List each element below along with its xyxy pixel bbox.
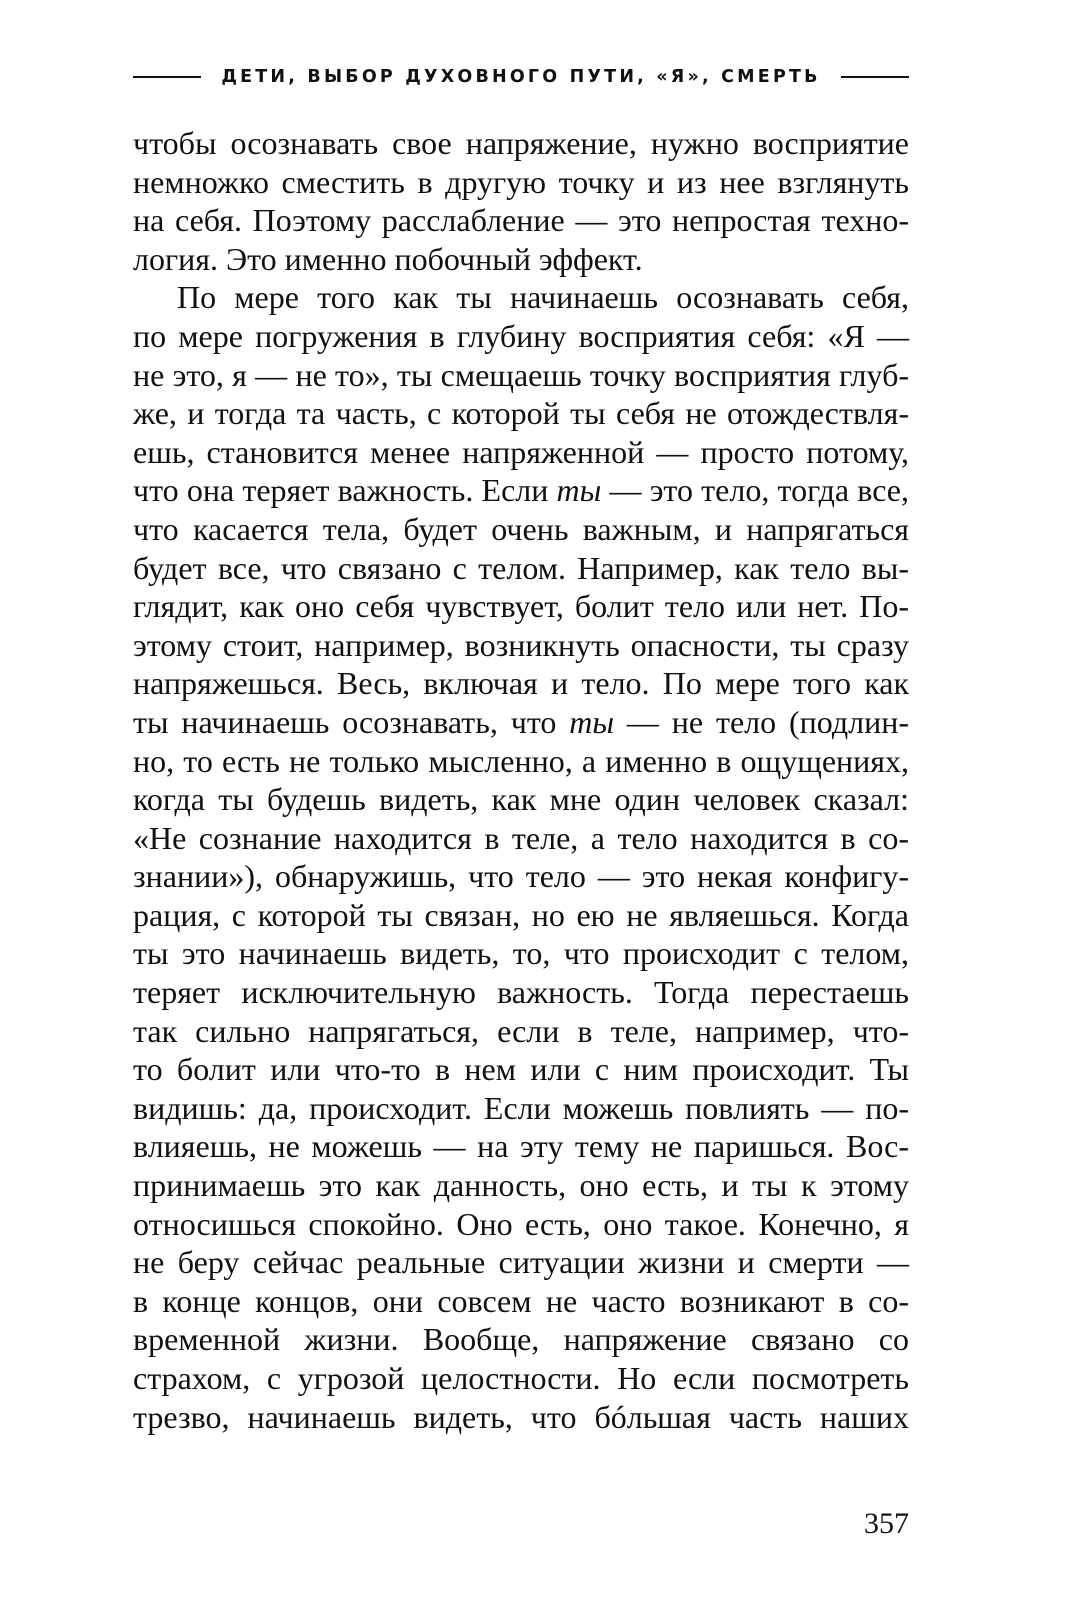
text-line: страхом, с угрозой целостности. Но если посмотреть [133,1360,909,1396]
text-line: же, и тогда та часть, с которой ты себя не отождествля- [133,395,909,432]
text-segment: что она теряет важность. Если [133,472,557,509]
text-line: чтобы осознавать свое напряжение, нужно восприятие [133,125,909,161]
text-line: видишь: да, происходит. Если можешь повлиять — по- [133,1089,909,1126]
text-line: что касается тела, будет очень важным, и напрягаться [133,510,909,547]
text-line: ешь, становится менее напряженной — просто потому, [133,433,909,470]
running-head-rule-right [841,76,909,78]
text-segment: — это тело, тогда все, [601,472,909,509]
running-head-rule-left [133,76,201,78]
text-line: но, то есть не только мысленно, а именно в ощущениях, [133,742,909,779]
text-line: принимаешь это как данность, оно есть, и ты к этому [133,1167,909,1204]
text-line: не беру сейчас реальные ситуации жизни и смерти — [133,1244,909,1281]
text-line: не это, я — не то», ты смещаешь точку восприятия глуб- [133,356,909,393]
italic-emphasis: ты [556,472,602,509]
running-head-title: ДЕТИ, ВЫБОР ДУХОВНОГО ПУТИ, «Я», СМЕРТЬ [221,67,821,87]
text-line: ты это начинаешь видеть, то, что происходит с телом, [133,935,909,972]
text-line [133,703,909,742]
text-line: логия. Это именно побочный эффект. [133,240,643,277]
text-line: По мере того как ты начинаешь осознавать себя, [177,279,909,316]
text-line: напряжешься. Весь, включая и тело. По мере того как [133,665,909,702]
text-line: глядит, как оно себя чувствует, болит тело или нет. По- [133,588,909,625]
text-segment: — не тело (подлин- [614,703,909,740]
text-line: рация, с которой ты связан, но ею не являешься. Когда [133,896,909,933]
italic-emphasis: ты [569,703,615,740]
text-line: по мере погружения в глубину восприятия себя: «Я — [133,317,909,354]
text-line: когда ты будешь видеть, как мне один человек сказал: [133,781,909,818]
text-line: влияешь, не можешь — на эту тему не паришься. Вос- [133,1128,909,1165]
text-line: в конце концов, они совсем не часто возникают в со- [133,1282,909,1319]
text-line: немножко сместить в другую точку и из нее взглянуть [133,163,909,200]
text-line: знании»), обнаружишь, что тело — это некая конфигу- [133,858,909,895]
text-line: будет все, что связано с телом. Например, как тело вы- [133,549,909,586]
running-head [133,62,909,92]
text-line: трезво, начинаешь видеть, что бóльшая часть наших [133,1398,909,1435]
text-line: так сильно напрягаться, если в теле, например, что- [133,1012,909,1049]
text-line: теряет исключительную важность. Тогда перестаешь [133,974,909,1011]
text-line: этому стоит, например, возникнуть опасности, ты сразу [133,626,909,663]
text-line: на себя. Поэтому расслабление — это непростая техно- [133,202,909,239]
text-line: «Не сознание находится в теле, а тело находится в со- [133,819,909,856]
text-line: временной жизни. Вообще, напряжение связано со [133,1321,909,1358]
page-number: 357 [864,1507,909,1540]
text-line: то болит или что-то в нем или с ним происходит. Ты [133,1051,909,1088]
text-segment: ты начинаешь осознавать, что [133,703,570,740]
text-line [133,471,909,510]
text-line: относишься спокойно. Оно есть, оно такое. Конечно, я [133,1205,909,1242]
body-text [133,124,909,1436]
